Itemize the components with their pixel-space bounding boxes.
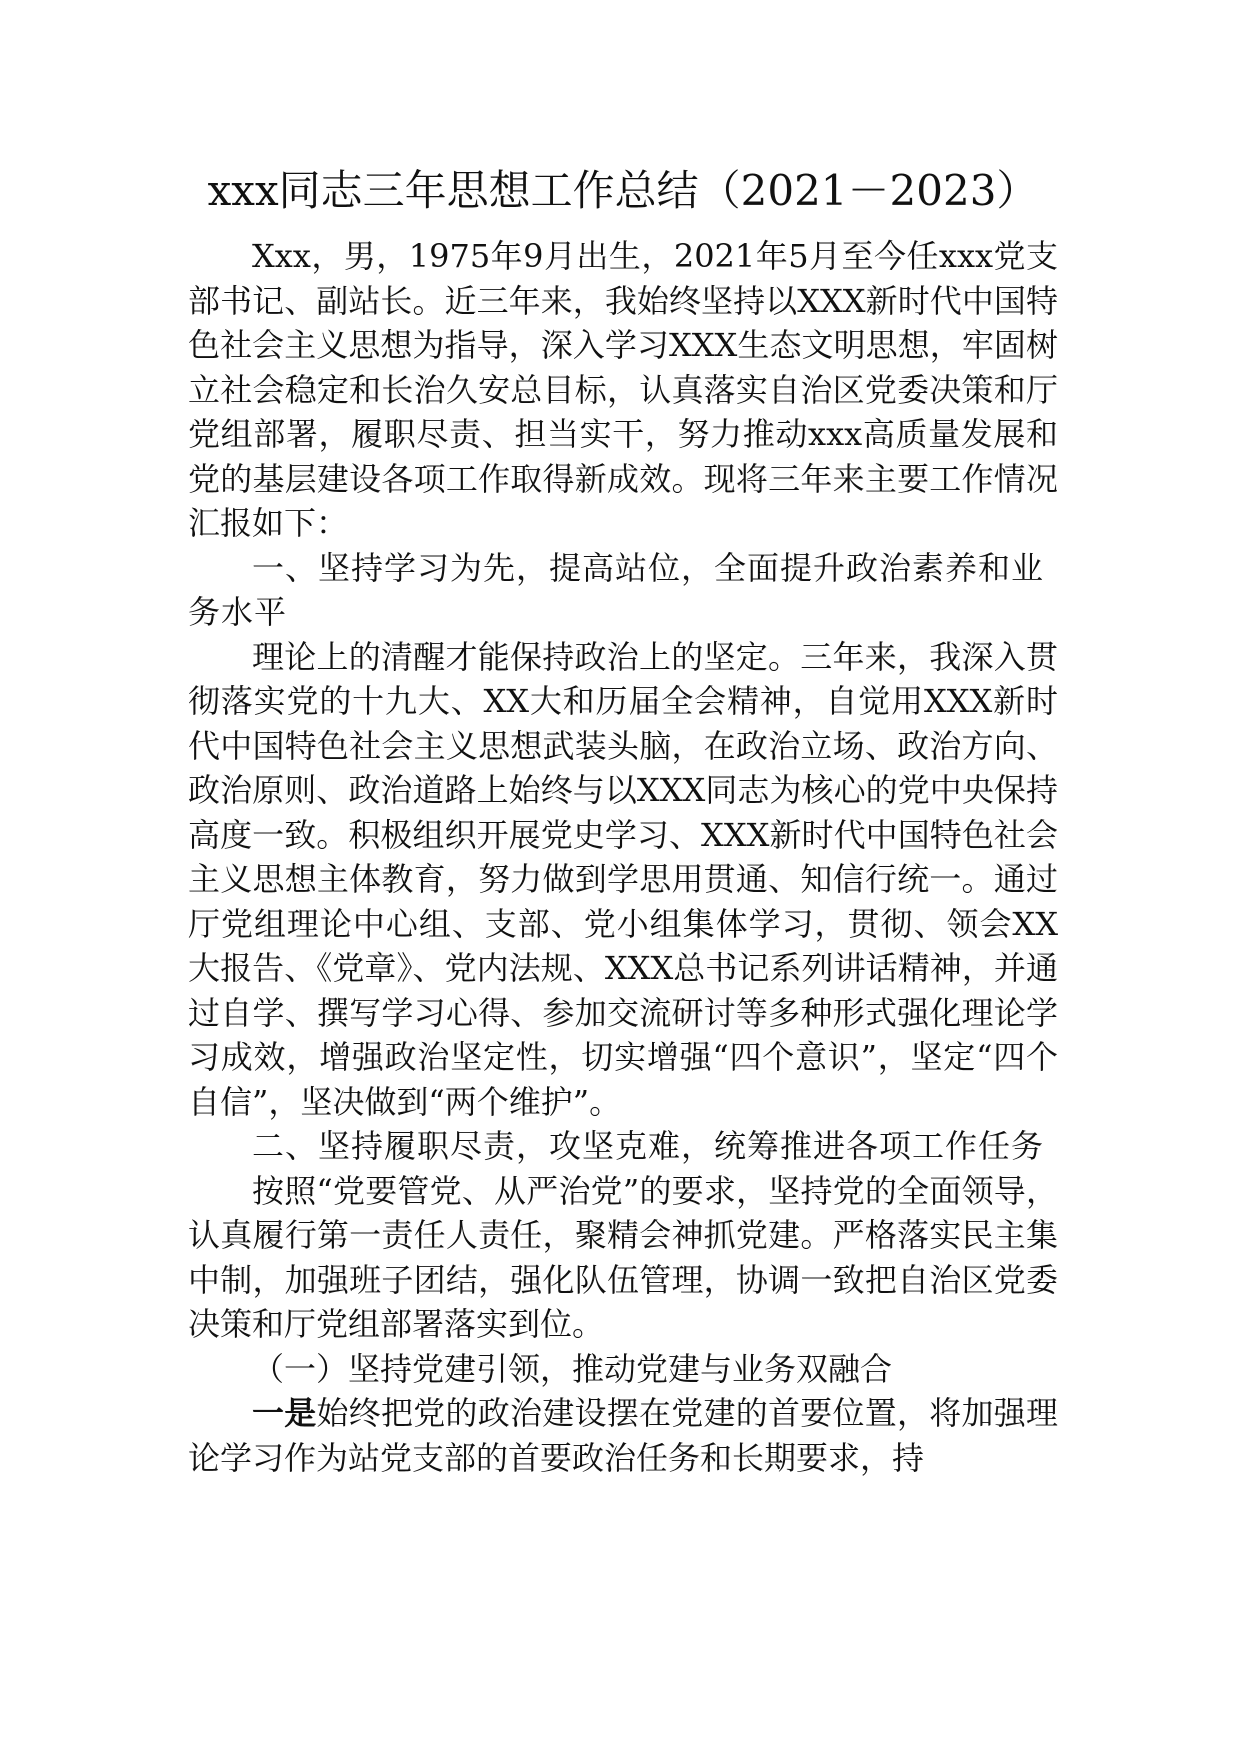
intro-paragraph: Xxx，男，1975年9月出生，2021年5月至今任xxx党支部书记、副站长。近三年来，我始终坚持以XXX新时代中国特色社会主义思想为指导，深入学习XXX生态文明思想，牢固树立社会稳定和长治久安总目标，认真落实自治区党委决策和厅党组部署，履职尽责、担当实干，努力推动xxx高质量发展和党的基层建设各项工作取得新成效。现将三年来主要工作情况汇报如下： (188, 237, 1058, 542)
document-title: xxx同志三年思想工作总结（2021－2023） (207, 166, 1039, 215)
section-2-paragraph: 按照“党要管党、从严治党”的要求，坚持党的全面领导，认真履行第一责任人责任，聚精会神抓党建。严格落实民主集中制，加强班子团结，强化队伍管理，协调一致把自治区党委决策和厅党组部署落实到位。 (188, 1171, 1058, 1343)
section-2-heading: 二、坚持履职尽责，攻坚克难，统筹推进各项工作任务 (252, 1127, 1045, 1165)
point-1-text: 始终把党的政治建设摆在党建的首要位置，将加强理论学习作为站党支部的首要政治任务和长期要求，持 (188, 1394, 1058, 1477)
point-1-paragraph (188, 1391, 1058, 1480)
document-body (188, 162, 1058, 1480)
section-1-heading: 一、坚持学习为先，提高站位，全面提升政治素养和业务水平 (188, 548, 1045, 631)
section-1-paragraph: 理论上的清醒才能保持政治上的坚定。三年来，我深入贯彻落实党的十九大、XX大和历届全会精神，自觉用XXX新时代中国特色社会主义思想武装头脑，在政治立场、政治方向、政治原则、政治道路上始终与以XXX同志为核心的党中央保持高度一致。积极组织开展党史学习、XXX新时代中国特色社会主义思想主体教育，努力做到学思用贯通、知信行统一。通过厅党组理论中心组、支部、党小组集体学习，贯彻、领会XX大报告、《党章》、党内法规、XXX总书记系列讲话精神，并通过自学、撰写学习心得、参加交流研讨等多种形式强化理论学习成效，增强政治坚定性，切实增强“四个意识”，坚定“四个自信”，坚决做到“两个维护”。 (188, 637, 1058, 1121)
subsection-1-heading: （一）坚持党建引领，推动党建与业务双融合 (252, 1349, 893, 1388)
point-1-lead: 一是 (252, 1394, 317, 1432)
